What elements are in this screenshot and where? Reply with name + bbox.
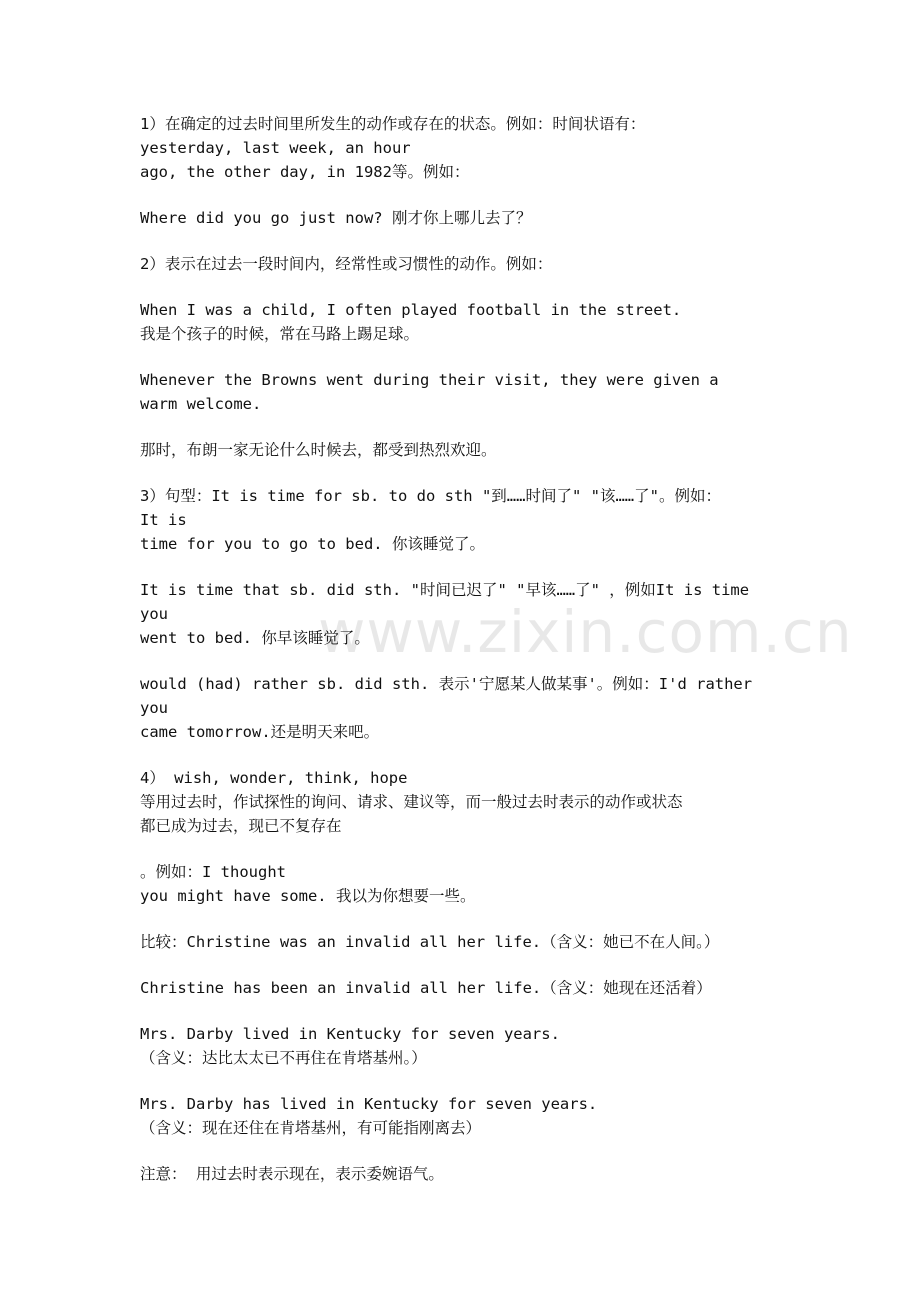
- document-body: [140, 112, 820, 1186]
- paragraph: [140, 766, 820, 838]
- text-line: 我是个孩子的时候，常在马路上踢足球。: [140, 325, 420, 343]
- paragraph: [140, 1022, 820, 1070]
- paragraph-gap: [140, 184, 820, 206]
- paragraph-gap: [140, 908, 820, 930]
- paragraph: [140, 368, 820, 416]
- paragraph: [140, 976, 820, 1000]
- paragraph: [140, 298, 820, 346]
- text-line: 2）表示在过去一段时间内，经常性或习惯性的动作。例如：: [140, 255, 553, 273]
- paragraph: [140, 930, 820, 954]
- paragraph: [140, 1162, 820, 1186]
- text-line: It is: [140, 511, 187, 529]
- text-line: 那时，布朗一家无论什么时候去，都受到热烈欢迎。: [140, 441, 497, 459]
- text-line: you might have some. 我以为你想要一些。: [140, 887, 476, 905]
- paragraph: [140, 672, 820, 744]
- text-line: Where did you go just now? 刚才你上哪儿去了？: [140, 209, 532, 227]
- text-line: When I was a child, I often played football in the street.: [140, 301, 682, 319]
- text-line: （含义：现在还住在肯塔基州，有可能指刚离去）: [140, 1119, 482, 1137]
- text-line: 。例如：I thought: [140, 863, 286, 881]
- text-line: It is time that sb. did sth. "时间已迟了" "早该……了" ，例如It is time: [140, 581, 750, 599]
- text-line: （含义：达比太太已不再住在肯塔基州。）: [140, 1049, 427, 1067]
- text-line: came tomorrow.还是明天来吧。: [140, 723, 380, 741]
- paragraph-gap: [140, 1140, 820, 1162]
- paragraph-gap: [140, 462, 820, 484]
- text-line: Mrs. Darby lived in Kentucky for seven years.: [140, 1025, 560, 1043]
- text-line: Whenever the Browns went during their visit, they were given a: [140, 371, 719, 389]
- paragraph-gap: [140, 230, 820, 252]
- paragraph-gap: [140, 838, 820, 860]
- text-line: you: [140, 605, 168, 623]
- paragraph: [140, 578, 820, 650]
- paragraph-gap: [140, 556, 820, 578]
- paragraph-gap: [140, 276, 820, 298]
- text-line: 都已成为过去，现已不复存在: [140, 817, 342, 835]
- text-line: Mrs. Darby has lived in Kentucky for seven years.: [140, 1095, 598, 1113]
- paragraph: [140, 112, 820, 184]
- paragraph-gap: [140, 650, 820, 672]
- text-line: 4） wish, wonder, think, hope: [140, 769, 408, 787]
- paragraph-gap: [140, 1000, 820, 1022]
- text-line: 1）在确定的过去时间里所发生的动作或存在的状态。例如：时间状语有：: [140, 115, 646, 133]
- text-line: ago, the other day, in 1982等。例如：: [140, 163, 470, 181]
- text-line: Christine has been an invalid all her life.（含义：她现在还活着）: [140, 979, 712, 997]
- paragraph-gap: [140, 744, 820, 766]
- text-line: 注意： 用过去时表示现在，表示委婉语气。: [140, 1165, 444, 1183]
- watermark: www.zixin.com.cn: [318, 598, 853, 666]
- paragraph: [140, 484, 820, 556]
- paragraph: [140, 206, 820, 230]
- text-line: warm welcome.: [140, 395, 262, 413]
- text-line: you: [140, 699, 168, 717]
- paragraph-gap: [140, 1070, 820, 1092]
- text-line: went to bed. 你早该睡觉了。: [140, 629, 370, 647]
- text-line: yesterday, last week, an hour: [140, 139, 411, 157]
- text-line: 等用过去时，作试探性的询问、请求、建议等，而一般过去时表示的动作或状态: [140, 793, 683, 811]
- paragraph: [140, 1092, 820, 1140]
- paragraph: [140, 252, 820, 276]
- text-line: time for you to go to bed. 你该睡觉了。: [140, 535, 485, 553]
- paragraph: [140, 860, 820, 908]
- paragraph: [140, 438, 820, 462]
- text-line: 比较：Christine was an invalid all her life.（含义：她已不在人间。）: [140, 933, 720, 951]
- paragraph-gap: [140, 416, 820, 438]
- text-line: 3）句型：It is time for sb. to do sth "到……时间了" "该……了"。例如：: [140, 487, 721, 505]
- text-line: would (had) rather sb. did sth. 表示'宁愿某人做某事'。例如：I'd rather: [140, 675, 753, 693]
- paragraph-gap: [140, 954, 820, 976]
- paragraph-gap: [140, 346, 820, 368]
